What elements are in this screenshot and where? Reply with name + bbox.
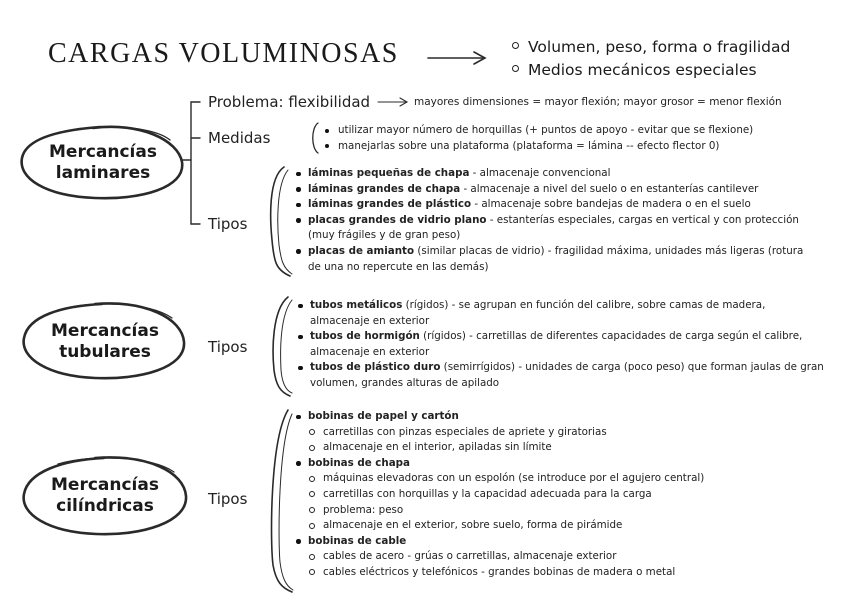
list-item: carretillas con pinzas especiales de apriete y giratorias — [294, 425, 814, 441]
category-cilindricas: Mercancías cilíndricas — [51, 475, 159, 516]
laminares-tipos-list — [294, 166, 804, 275]
list-item: placas grandes de vidrio plano - estanterías especiales, cargas en vertical y con protección (muy frágiles y de gran peso) — [294, 213, 804, 244]
list-item: láminas grandes de chapa - almacenaje a nivel del suelo o en estanterías cantilever — [294, 182, 804, 198]
list-item: problema: peso — [294, 503, 814, 519]
branch-problema: Problema: flexibilidad — [208, 93, 371, 111]
list-item: tubos de plástico duro (semirrígidos) - unidades de carga (poco peso) que forman jaulas de gran volumen, grandes alturas de apilado — [296, 360, 826, 391]
branch-tipos-tubulares: Tipos — [208, 338, 248, 356]
brace-tubulares — [273, 297, 290, 396]
list-item: tubos de hormigón (rígidos) - carretillas de diferentes capacidades de carga según el calibre, almacenaje en exterior — [296, 329, 826, 360]
circle-bullet-icon — [512, 42, 519, 49]
branch-tipos-laminares: Tipos — [208, 215, 248, 233]
list-item: cables de acero - grúas o carretillas, almacenaje exterior — [294, 549, 814, 565]
brace-cilindricas — [272, 410, 292, 592]
branch-tipos-cilindricas: Tipos — [208, 490, 248, 508]
group-title: bobinas de cable — [294, 534, 814, 550]
list-item: tubos metálicos (rígidos) - se agrupan en función del calibre, sobre camas de madera, almacenaje en exterior — [296, 298, 826, 329]
list-item: carretillas con horquillas y la capacidad adecuada para la carga — [294, 487, 814, 503]
list-item: láminas grandes de plástico - almacenaje sobre bandejas de madera o en el suelo — [294, 197, 804, 213]
title-points — [512, 36, 790, 82]
list-item: utilizar mayor número de horquillas (+ puntos de apoyo - evitar que se flexione) — [320, 123, 753, 139]
circle-bullet-icon — [512, 65, 519, 72]
bracket-laminares — [191, 102, 200, 224]
list-item: almacenaje en el interior, apiladas sin límite — [294, 440, 814, 456]
title-point: Volumen, peso, forma o fragilidad — [512, 36, 790, 59]
group-title: bobinas de papel y cartón — [294, 409, 814, 425]
category-tubulares: Mercancías tubulares — [51, 321, 159, 362]
problema-note: mayores dimensiones = mayor flexión; mayor grosor = menor flexión — [414, 96, 782, 108]
brace-laminares-tipos — [271, 167, 290, 276]
list-item: almacenaje en el exterior, sobre suelo, forma de pirámide — [294, 518, 814, 534]
list-item: láminas pequeñas de chapa - almacenaje convencional — [294, 166, 804, 182]
list-item: placas de amianto (similar placas de vidrio) - fragilidad máxima, unidades más ligeras (rotura de una no repercute en las demás) — [294, 244, 804, 275]
group-title: bobinas de chapa — [294, 456, 814, 472]
title-point: Medios mecánicos especiales — [512, 59, 790, 82]
medidas-list — [320, 123, 753, 154]
branch-medidas: Medidas — [208, 129, 271, 147]
list-item: máquinas elevadoras con un espolón (se introduce por el agujero central) — [294, 471, 814, 487]
list-item: cables eléctricos y telefónicos - grandes bobinas de madera o metal — [294, 565, 814, 581]
brace-medidas — [313, 123, 318, 153]
cilindricas-tipos-list — [294, 409, 814, 581]
list-item: manejarlas sobre una plataforma (plataforma = lámina -- efecto flector 0) — [320, 139, 753, 155]
category-laminares: Mercancías laminares — [49, 142, 157, 183]
tubulares-tipos-list — [296, 298, 826, 392]
main-title: CARGAS VOLUMINOSAS — [48, 38, 399, 69]
